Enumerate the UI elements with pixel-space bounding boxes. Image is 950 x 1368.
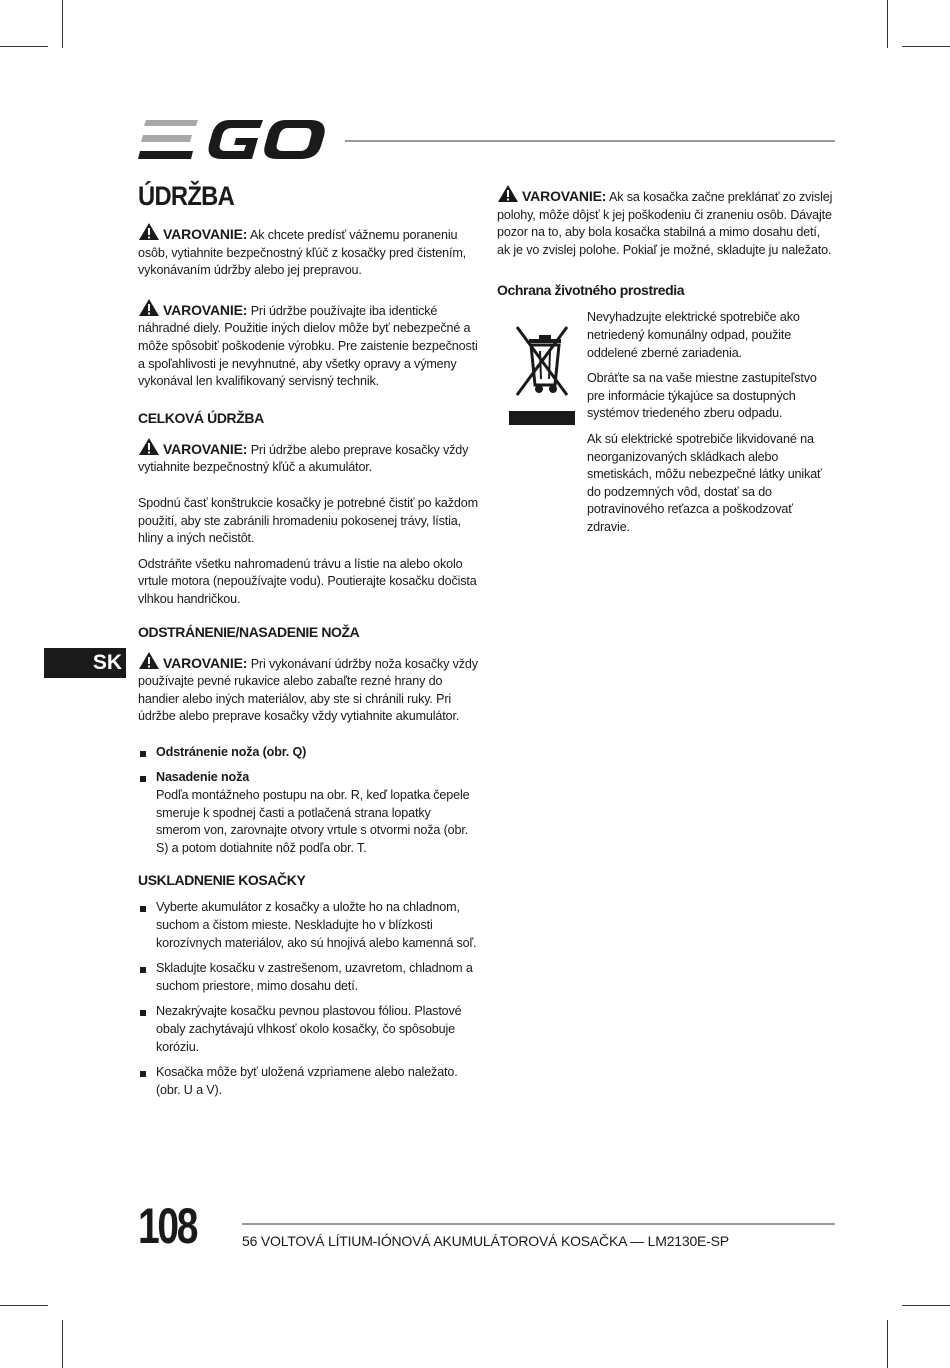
list-item-title: Odstránenie noža (obr. Q) [156, 744, 307, 759]
list-item: Vyberte akumulátor z kosačky a uložte ho na chladnom, suchom a čistom mieste. Neskladujte ho v blízkosti korozívnych materiálov, ako sú hnojivá alebo kamenná soľ. [138, 899, 478, 952]
page-number: 108 [138, 1198, 197, 1254]
storage-heading: USKLADNENIE KOSAČKY [138, 872, 306, 889]
crop-mark [902, 1305, 950, 1306]
warning-icon [138, 651, 160, 670]
page-title: ÚDRŽBA [138, 181, 235, 211]
weee-crossed-bin-icon [509, 317, 575, 425]
header-rule [345, 140, 835, 142]
footer-text: 56 VOLTOVÁ LÍTIUM-IÓNOVÁ AKUMULÁTOROVÁ KOSAČKA — LM2130E-SP [242, 1233, 729, 1249]
crop-mark [887, 0, 888, 48]
list-item [138, 769, 478, 857]
blade-list [138, 744, 478, 858]
warning-label: VAROVANIE: [163, 301, 248, 318]
general-maintenance-heading: CELKOVÁ ÚDRŽBA [138, 409, 264, 426]
warning-label: VAROVANIE: [163, 226, 248, 242]
ego-logo [138, 118, 328, 162]
warning-text: Ak sa kosačka začne prekláпať zo zvislej polohy, môže dôjsť k jej poškodeniu či zraneniu osôb. Dávajte pozor na to, aby bola kosačka stabilná a mimo dosahu detí, ak je vo zvislej polohe. Pokiaľ je možné, skladujte ju naležato. [497, 190, 833, 257]
crop-mark [62, 0, 63, 48]
paragraph: Nevyhadzujte elektrické spotrebiče ako netriedený komunálny odpad, použite oddelené zberné zariadenia. [587, 310, 800, 360]
environment-heading: Ochrana životného prostredia [497, 282, 685, 299]
footer-rule [242, 1223, 835, 1225]
warning-icon [138, 298, 160, 317]
list-item: Nezakrývajte kosačku pevnou plastovou fóliou. Plastové obaly zachytávajú vlhkosť okolo kosačky, čo spôsobuje koróziu. [138, 1003, 478, 1056]
list-item: Skladujte kosačku v zastrešenom, uzavretom, chladnom a suchom priestore, mimo dosahu detí. [138, 960, 478, 995]
crop-mark [62, 1320, 63, 1368]
warning-text: Pri vykonávaní údržby noža kosačky vždy používajte pevné rukavice alebo zabaľte rezné hrany do handier alebo iných materiálov, aby ste si chránili ruky. Pri údržbe alebo preprave kosačky vždy vytiahnite akumulátor. [138, 656, 478, 724]
warning-label: VAROVANIE: [522, 188, 607, 204]
right-column [497, 184, 835, 545]
environment-block [497, 309, 835, 536]
warning-block [138, 437, 478, 477]
paragraph: Ak sú elektrické spotrebiče likvidované na neorganizovaných skládkach alebo smetiskách, môžu nebezpečné látky unikať do podzemných vôd, dostať sa do potravinového reťazca a poškodzovať zdravie. [587, 431, 822, 534]
blade-heading: ODSTRÁNENIE/NASADENIE NOŽA [138, 623, 360, 640]
warning-label: VAROVANIE: [163, 440, 248, 457]
crop-mark [0, 46, 48, 47]
list-item-title: Nasadenie noža [156, 770, 250, 785]
crop-mark [902, 46, 950, 47]
warning-icon [497, 184, 519, 203]
warning-block [497, 184, 835, 259]
warning-icon [138, 437, 160, 456]
warning-block [138, 222, 478, 280]
warning-icon [138, 222, 160, 241]
warning-block [138, 651, 478, 726]
warning-text: Pri údržbe používajte iba identické náhradné diely. Použitie iných dielov môže byť nebezpečné a môže spôsobiť poškodenie výrobku. Pre zaistenie bezpečnosti a spoľahlivosti je nevyhnutné, aby všetky opravy a výmeny vykonával len kvalifikovaný servisný technik. [138, 303, 478, 389]
warning-text: Pri údržbe alebo preprave kosačky vždy vytiahnite bezpečnostný kľúč a akumulátor. [138, 442, 469, 475]
paragraph: Obráťte sa na vaše miestne zastupiteľstvo pre informácie týkajúce sa dostupných systémov triedeného zberu odpadu. [587, 371, 817, 421]
list-item [138, 744, 478, 762]
storage-list [138, 899, 478, 1099]
crop-mark [887, 1320, 888, 1368]
warning-block [138, 298, 478, 391]
warning-label: VAROVANIE: [163, 654, 248, 671]
left-column [138, 180, 478, 1109]
list-item-text: Podľa montážneho postupu na obr. R, keď lopatka čepele smeruje k spodnej časti a potlačená strana lopatky smerom von, zarovnajte otvory vrtule s otvormi noža (obr. S) a potom dotiahnite nôž podľa obr. T. [156, 788, 470, 855]
list-item: Kosačka môže byť uložená vzpriamene alebo naležato. (obr. U a V). [138, 1064, 478, 1099]
paragraph: Spodnú časť konštrukcie kosačky je potrebné čistiť po každom použití, aby ste zabránili hromadeniu pokosenej trávy, lístia, hliny a iných nečistôt. [138, 495, 478, 546]
environment-text [587, 309, 835, 536]
language-tab: SK [44, 648, 126, 678]
paragraph: Odstráňte všetku nahromadenú trávu a lístie na alebo okolo vrtule motora (nepoužívajte vodu). Poutierajte kosačku dočista vlhkou handričkou. [138, 556, 477, 606]
crop-mark [0, 1305, 48, 1306]
warning-text: Ak chcete predísť vážnemu poraneniu osôb, vytiahnite bezpečnostný kľúč z kosačky pred čistením, vykonávaním údržby alebo jej prepravou. [138, 228, 467, 278]
